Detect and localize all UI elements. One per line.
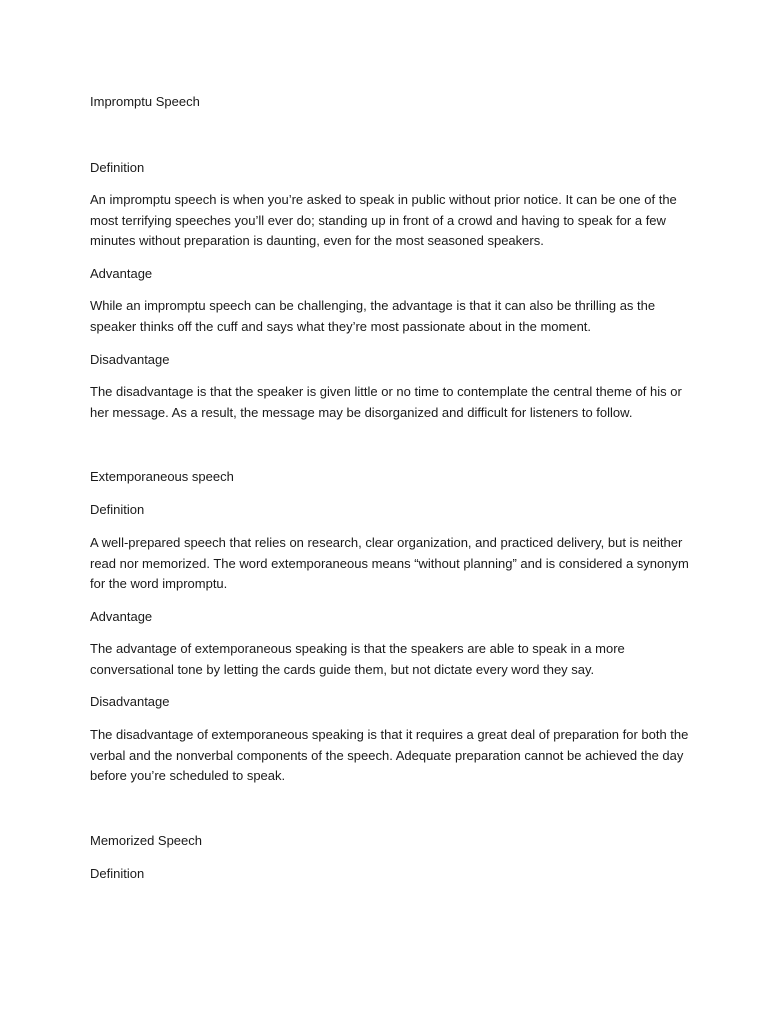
definition-label: Definition xyxy=(90,160,145,175)
advantage-paragraph: While an impromptu speech can be challenging, the advantage is that it can also be thrilling as the speaker thinks off the cuff and says what they’re most passionate about in the moment. xyxy=(90,298,656,334)
disadvantage-label: Disadvantage xyxy=(90,694,170,709)
disadvantage-label: Disadvantage xyxy=(90,352,170,367)
advantage-label: Advantage xyxy=(90,609,153,624)
section-title-extemporaneous: Extemporaneous speech xyxy=(90,469,234,484)
definition-paragraph: A well-prepared speech that relies on research, clear organization, and practiced delivery, but is neither read nor memorized. The word extemporaneous means “without planning” and is considered a synonym for the word impromptu. xyxy=(90,535,689,591)
disadvantage-paragraph: The disadvantage is that the speaker is given little or no time to contemplate the central theme of his or her message. As a result, the message may be disorganized and difficult for listeners to follow. xyxy=(90,384,682,420)
definition-label: Definition xyxy=(90,866,145,881)
advantage-label: Advantage xyxy=(90,266,153,281)
definition-label: Definition xyxy=(90,502,145,517)
section-title-impromptu: Impromptu Speech xyxy=(90,94,200,109)
definition-paragraph: An impromptu speech is when you’re asked to speak in public without prior notice. It can be one of the most terrifying speeches you’ll ever do; standing up in front of a crowd and having to speak for a few minutes without preparation is daunting, even for the most seasoned speakers. xyxy=(90,192,677,248)
disadvantage-paragraph: The disadvantage of extemporaneous speaking is that it requires a great deal of preparation for both the verbal and the nonverbal components of the speech. Adequate preparation cannot be achieved the day before you’re scheduled to speak. xyxy=(90,727,689,783)
section-title-memorized: Memorized Speech xyxy=(90,833,202,848)
advantage-paragraph: The advantage of extemporaneous speaking is that the speakers are able to speak in a more conversational tone by letting the cards guide them, but not dictate every word they say. xyxy=(90,641,625,677)
